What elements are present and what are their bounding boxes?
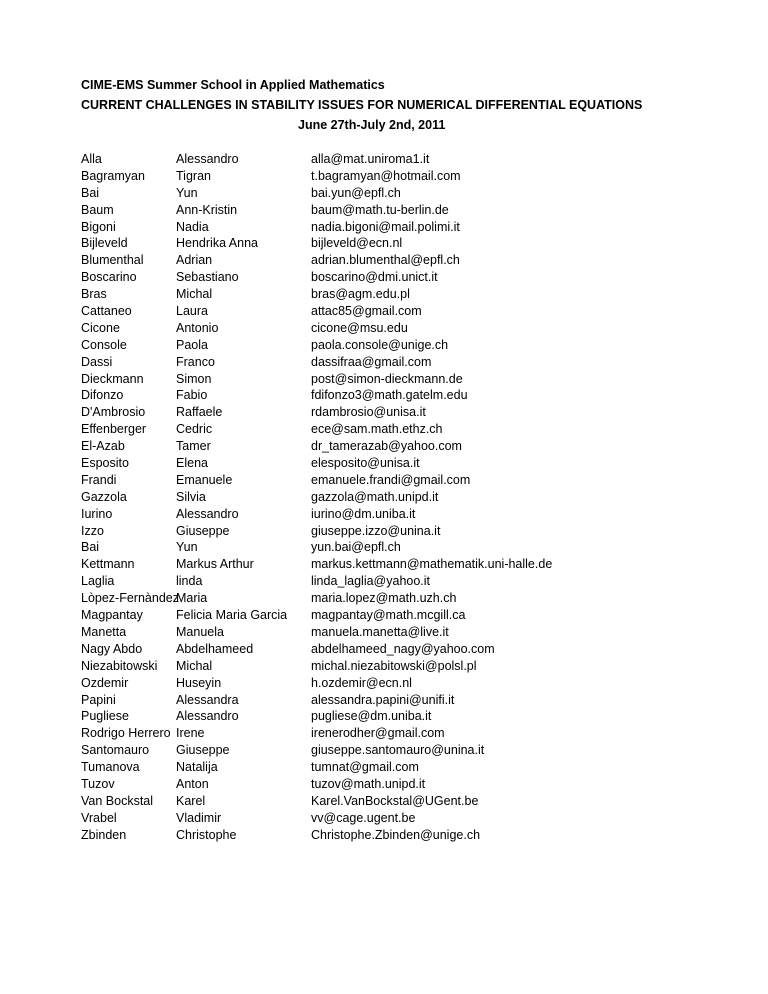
first-name: Karel bbox=[176, 793, 206, 808]
email-address: vv@cage.ugent.be bbox=[311, 810, 416, 825]
last-name: D'Ambrosio bbox=[81, 405, 146, 420]
first-name: Silvia bbox=[176, 489, 206, 504]
first-name: Franco bbox=[176, 354, 215, 369]
last-name: Vrabel bbox=[81, 810, 117, 825]
email-address: pugliese@dm.uniba.it bbox=[311, 709, 432, 724]
last-name: Console bbox=[81, 337, 127, 352]
last-name: Ozdemir bbox=[81, 675, 129, 690]
first-name: Paola bbox=[176, 337, 208, 352]
email-address: nadia.bigoni@mail.polimi.it bbox=[311, 219, 460, 234]
school-title: CIME-EMS Summer School in Applied Mathematics bbox=[81, 78, 385, 92]
email-address: abdelhameed_nagy@yahoo.com bbox=[311, 641, 495, 656]
first-name: Maria bbox=[176, 591, 208, 606]
email-address: paola.console@unige.ch bbox=[311, 337, 449, 352]
email-address: bai.yun@epfl.ch bbox=[311, 185, 401, 200]
last-name: Bagramyan bbox=[81, 168, 145, 183]
first-name: Yun bbox=[176, 185, 198, 200]
email-address: iurino@dm.uniba.it bbox=[311, 506, 416, 521]
last-name: Baum bbox=[81, 202, 114, 217]
email-address: fdifonzo3@math.gatelm.edu bbox=[311, 388, 468, 403]
email-address: dassifraa@gmail.com bbox=[311, 354, 432, 369]
first-name: linda bbox=[176, 574, 203, 589]
first-name: Manuela bbox=[176, 624, 224, 639]
last-name: Alla bbox=[81, 152, 102, 166]
email-address: magpantay@math.mcgill.ca bbox=[311, 608, 466, 623]
first-name: Tigran bbox=[176, 168, 211, 183]
last-name: Esposito bbox=[81, 456, 129, 471]
first-name: Emanuele bbox=[176, 472, 233, 487]
email-address: post@simon-dieckmann.de bbox=[311, 371, 463, 386]
email-address: bijleveld@ecn.nl bbox=[311, 236, 403, 251]
email-address: ece@sam.math.ethz.ch bbox=[311, 422, 443, 437]
last-name: Bigoni bbox=[81, 219, 116, 234]
last-name: Dassi bbox=[81, 354, 113, 369]
first-name: Alessandro bbox=[176, 152, 239, 166]
email-address: linda_laglia@yahoo.it bbox=[311, 574, 431, 589]
email-address: giuseppe.santomauro@unina.it bbox=[311, 743, 485, 758]
last-name: Bai bbox=[81, 185, 100, 200]
first-name: Simon bbox=[176, 371, 212, 386]
email-address: irenerodher@gmail.com bbox=[311, 726, 445, 741]
email-address: tuzov@math.unipd.it bbox=[311, 776, 426, 791]
email-address: michal.niezabitowski@polsl.pl bbox=[311, 658, 477, 673]
email-address: elesposito@unisa.it bbox=[311, 456, 420, 471]
first-name: Hendrika Anna bbox=[176, 236, 259, 251]
last-name: El-Azab bbox=[81, 439, 125, 454]
course-title: CURRENT CHALLENGES IN STABILITY ISSUES FOR NUMERICAL DIFFERENTIAL EQUATIONS bbox=[81, 98, 643, 112]
email-address: rdambrosio@unisa.it bbox=[311, 405, 426, 420]
email-address: t.bagramyan@hotmail.com bbox=[311, 168, 461, 183]
email-address: boscarino@dmi.unict.it bbox=[311, 270, 438, 285]
last-name: Cattaneo bbox=[81, 304, 132, 319]
last-name: Tuzov bbox=[81, 776, 115, 791]
last-name: Laglia bbox=[81, 574, 115, 589]
email-address: Karel.VanBockstal@UGent.be bbox=[311, 793, 479, 808]
first-name: Nadia bbox=[176, 219, 209, 234]
last-name: Nagy Abdo bbox=[81, 641, 143, 656]
last-name: Boscarino bbox=[81, 270, 137, 285]
first-name: Cedric bbox=[176, 422, 213, 437]
first-name: Fabio bbox=[176, 388, 208, 403]
last-name: Manetta bbox=[81, 624, 127, 639]
last-name: Bijleveld bbox=[81, 236, 128, 251]
first-name: Laura bbox=[176, 304, 208, 319]
last-name: Zbinden bbox=[81, 827, 127, 842]
email-address: maria.lopez@math.uzh.ch bbox=[311, 591, 457, 606]
email-address: attac85@gmail.com bbox=[311, 304, 422, 319]
first-name: Felicia Maria Garcia bbox=[176, 608, 288, 623]
last-name: Tumanova bbox=[81, 760, 140, 775]
first-name: Adrian bbox=[176, 253, 213, 268]
last-name: Frandi bbox=[81, 472, 117, 487]
email-address: giuseppe.izzo@unina.it bbox=[311, 523, 441, 538]
first-name: Giuseppe bbox=[176, 523, 230, 538]
last-name: Van Bockstal bbox=[81, 793, 154, 808]
email-address: markus.kettmann@mathematik.uni-halle.de bbox=[311, 557, 553, 572]
last-name: Gazzola bbox=[81, 489, 127, 504]
first-name: Ann-Kristin bbox=[176, 202, 238, 217]
email-address: baum@math.tu-berlin.de bbox=[311, 202, 449, 217]
email-address: cicone@msu.edu bbox=[311, 320, 408, 335]
event-dates: June 27th-July 2nd, 2011 bbox=[298, 118, 446, 132]
first-name: Natalija bbox=[176, 760, 218, 775]
email-address: gazzola@math.unipd.it bbox=[311, 489, 439, 504]
email-address: emanuele.frandi@gmail.com bbox=[311, 472, 471, 487]
first-name: Anton bbox=[176, 776, 209, 791]
last-name: Magpantay bbox=[81, 608, 143, 623]
first-name: Sebastiano bbox=[176, 270, 239, 285]
first-name: Antonio bbox=[176, 320, 219, 335]
last-name: Cicone bbox=[81, 320, 120, 335]
last-name: Effenberger bbox=[81, 422, 147, 437]
first-name: Abdelhameed bbox=[176, 641, 254, 656]
first-name: Michal bbox=[176, 658, 213, 673]
first-name: Yun bbox=[176, 540, 198, 555]
last-name: Santomauro bbox=[81, 743, 150, 758]
last-name: Bai bbox=[81, 540, 100, 555]
first-name: Markus Arthur bbox=[176, 557, 254, 572]
last-name: Rodrigo Herrero bbox=[81, 726, 171, 741]
email-address: h.ozdemir@ecn.nl bbox=[311, 675, 412, 690]
first-name: Tamer bbox=[176, 439, 211, 454]
first-name: Christophe bbox=[176, 827, 237, 842]
first-name: Huseyin bbox=[176, 675, 222, 690]
first-name: Irene bbox=[176, 726, 205, 741]
first-name: Giuseppe bbox=[176, 743, 230, 758]
last-name: Dieckmann bbox=[81, 371, 144, 386]
last-name: Izzo bbox=[81, 523, 104, 538]
last-name: Kettmann bbox=[81, 557, 135, 572]
email-address: alla@mat.uniroma1.it bbox=[311, 152, 430, 166]
email-address: Christophe.Zbinden@unige.ch bbox=[311, 827, 481, 842]
email-address: alessandra.papini@unifi.it bbox=[311, 692, 455, 707]
email-address: bras@agm.edu.pl bbox=[311, 287, 410, 302]
email-address: manuela.manetta@live.it bbox=[311, 624, 449, 639]
email-address: adrian.blumenthal@epfl.ch bbox=[311, 253, 460, 268]
first-name: Raffaele bbox=[176, 405, 223, 420]
last-name: Niezabitowski bbox=[81, 658, 158, 673]
last-name: Blumenthal bbox=[81, 253, 144, 268]
last-name: Iurino bbox=[81, 506, 113, 521]
first-name: Alessandra bbox=[176, 692, 239, 707]
email-address: yun.bai@epfl.ch bbox=[311, 540, 401, 555]
last-name: Difonzo bbox=[81, 388, 124, 403]
last-name: Lòpez-Fernàndez bbox=[81, 591, 179, 606]
last-name: Papini bbox=[81, 692, 116, 707]
first-name: Vladimir bbox=[176, 810, 222, 825]
email-address: dr_tamerazab@yahoo.com bbox=[311, 439, 462, 454]
first-name: Michal bbox=[176, 287, 213, 302]
last-name: Bras bbox=[81, 287, 107, 302]
first-name: Elena bbox=[176, 456, 208, 471]
last-name: Pugliese bbox=[81, 709, 129, 724]
first-name: Alessandro bbox=[176, 506, 239, 521]
email-address: tumnat@gmail.com bbox=[311, 760, 419, 775]
first-name: Alessandro bbox=[176, 709, 239, 724]
